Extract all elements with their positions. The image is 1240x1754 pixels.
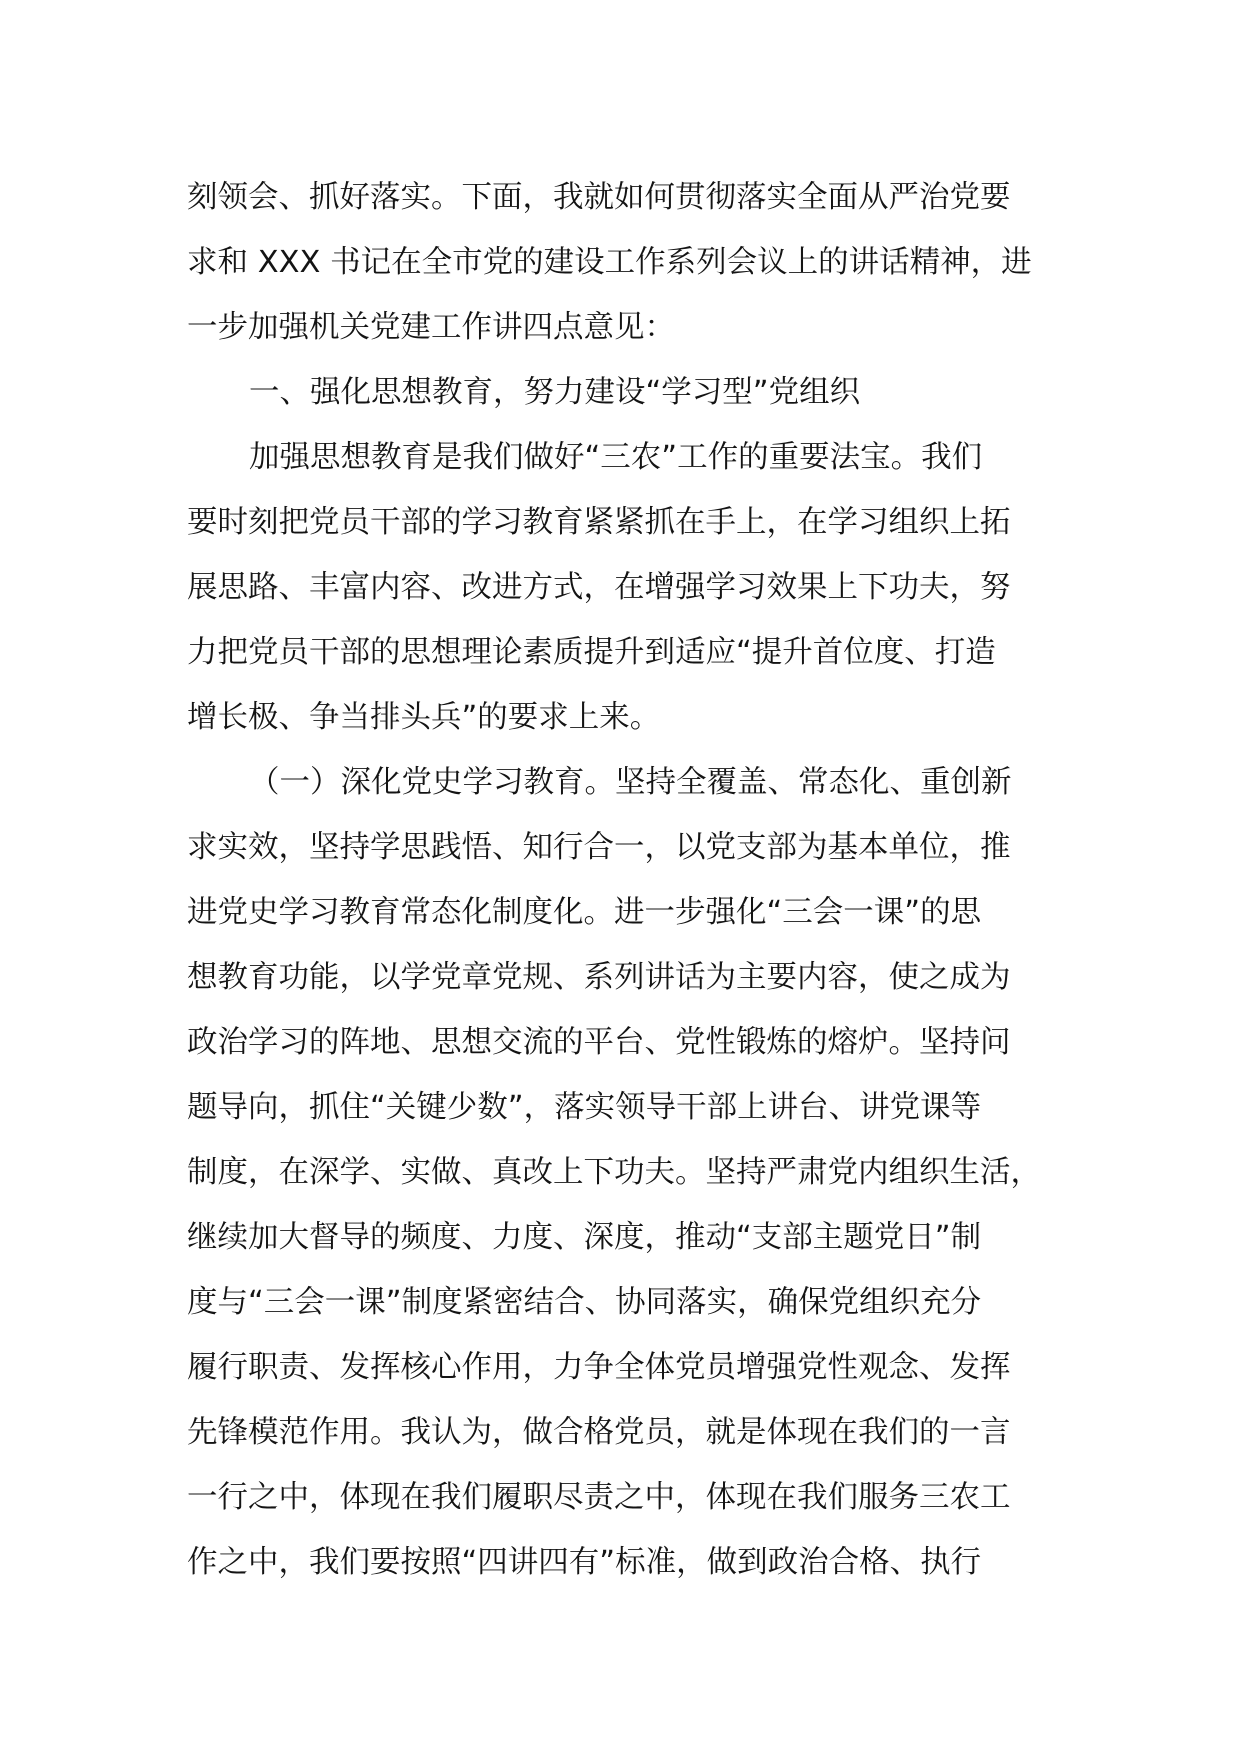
text-line: 求实效，坚持学思践悟、知行合一，以党支部为基本单位，推 <box>187 830 1011 865</box>
text-line: 求和 XXX 书记在全市党的建设工作系列会议上的讲话精神，进 <box>187 245 1032 280</box>
text-line: 刻领会、抓好落实。下面，我就如何贯彻落实全面从严治党要 <box>187 180 1011 215</box>
section-heading: 一、强化思想教育，努力建设“学习型”党组织 <box>249 375 861 410</box>
text-line: 制度，在深学、实做、真改上下功夫。坚持严肃党内组织生活， <box>187 1155 1041 1190</box>
text-line: 政治学习的阵地、思想交流的平台、党性锻炼的熔炉。坚持问 <box>187 1025 1011 1060</box>
paragraph-start: 加强思想教育是我们做好“三农”工作的重要法宝。我们 <box>249 440 983 475</box>
text-line: 一行之中，体现在我们履职尽责之中，体现在我们服务三农工 <box>187 1480 1011 1515</box>
text-line: 力把党员干部的思想理论素质提升到适应“提升首位度、打造 <box>187 635 996 670</box>
text-line: 度与“三会一课”制度紧密结合、协同落实，确保党组织充分 <box>187 1285 982 1320</box>
text-line: 题导向，抓住“关键少数”，落实领导干部上讲台、讲党课等 <box>187 1090 982 1125</box>
text-line: 一步加强机关党建工作讲四点意见： <box>187 310 675 345</box>
text-line: 履行职责、发挥核心作用，力争全体党员增强党性观念、发挥 <box>187 1350 1011 1385</box>
document-body <box>187 165 1087 1595</box>
text-line: 进党史学习教育常态化制度化。进一步强化“三会一课”的思 <box>187 895 982 930</box>
text-line: 增长极、争当排头兵”的要求上来。 <box>187 700 661 735</box>
text-line: 作之中，我们要按照“四讲四有”标准，做到政治合格、执行 <box>187 1545 982 1580</box>
text-line: 展思路、丰富内容、改进方式，在增强学习效果上下功夫，努 <box>187 570 1011 605</box>
text-line: 要时刻把党员干部的学习教育紧紧抓在手上，在学习组织上拓 <box>187 505 1011 540</box>
subsection-heading-start: （一）深化党史学习教育。坚持全覆盖、常态化、重创新 <box>249 765 1012 800</box>
text-line: 先锋模范作用。我认为，做合格党员，就是体现在我们的一言 <box>187 1415 1011 1450</box>
text-line: 想教育功能，以学党章党规、系列讲话为主要内容，使之成为 <box>187 960 1011 995</box>
text-line: 继续加大督导的频度、力度、深度，推动“支部主题党日”制 <box>187 1220 982 1255</box>
